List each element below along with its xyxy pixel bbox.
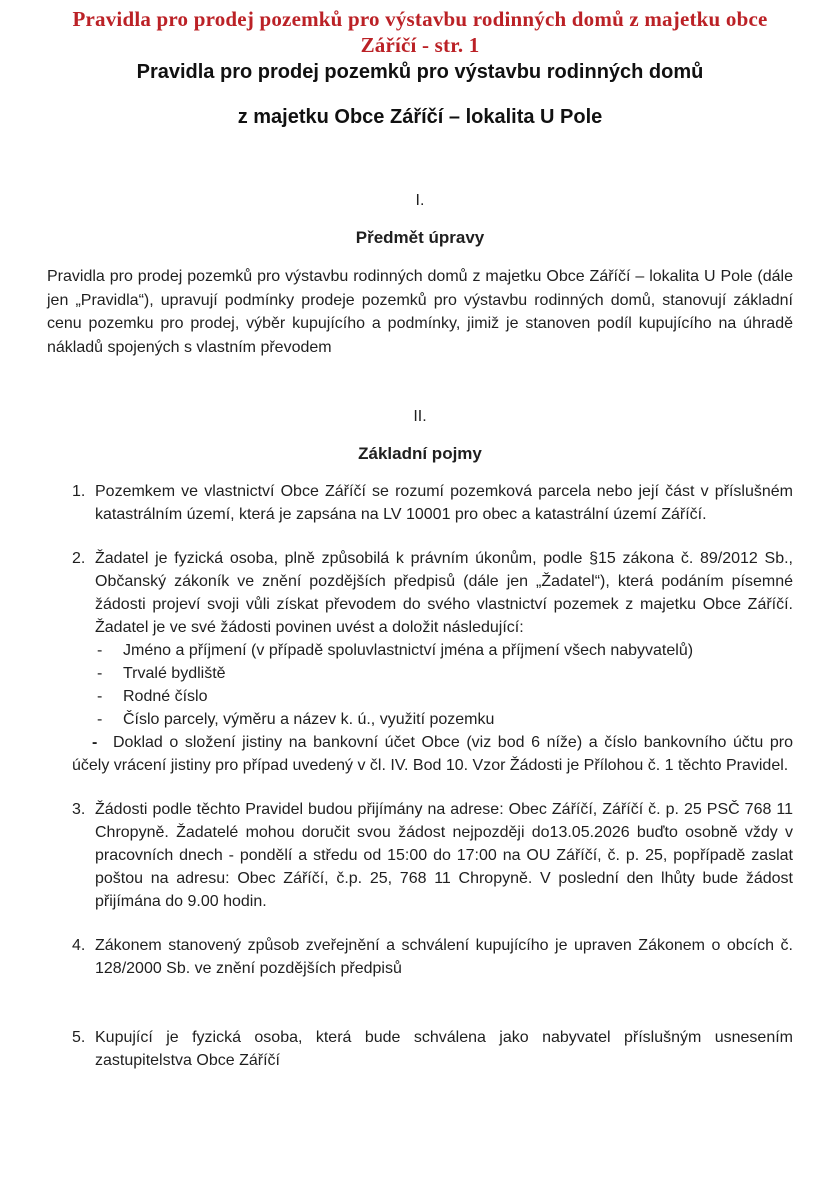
list-item-3 [72, 798, 793, 913]
list-item-2-number: 2. [72, 550, 86, 567]
list-item-2 [72, 547, 793, 639]
sub-bullet-1 [97, 639, 793, 662]
bullet-dash: - [92, 734, 98, 751]
section-zakladni-pojmy [47, 407, 793, 1072]
list-item-5-number: 5. [72, 1029, 86, 1046]
sub-bullet-list [47, 639, 793, 777]
document-title: Pravidla pro prodej pozemků pro výstavbu rodinných domů [136, 61, 704, 83]
list-item-4 [72, 934, 793, 980]
list-item-4-text: Zákonem stanovený způsob zveřejnění a schválení kupujícího je upraven Zákonem o obcích č. 128/2000 Sb. ve znění pozdějších předpisů [95, 937, 793, 977]
sub-bullet-4-text: Číslo parcely, výměru a název k. ú., využití pozemku [123, 711, 495, 728]
list-item-1 [72, 480, 793, 526]
sub-bullet-2-text: Trvalé bydliště [123, 665, 226, 682]
section-predmet-upravy [47, 191, 793, 359]
sub-bullet-4 [97, 708, 793, 731]
section-1-paragraph: Pravidla pro prodej pozemků pro výstavbu rodinných domů z majetku Obce Záříčí – lokalita U Pole (dále jen „Pravidla“), upravují podmínky prodeje pozemků pro výstavbu rodinných domů, stanovují základní cenu pozemku pro prodej, výběr kupujícího a podmínky, jimiž je stanoven podíl kupujícího na úhradě nákladů spojených s vlastním převodem [47, 268, 793, 356]
section-2-heading: Základní pojmy [358, 444, 482, 463]
page-header-title: Pravidla pro prodej pozemků pro výstavbu rodinných domů z majetku obce Záříčí - str. 1 [72, 7, 768, 57]
bullet-dash: - [97, 711, 103, 728]
list-item-3-number: 3. [72, 801, 86, 818]
bullet-dash: - [97, 665, 103, 682]
list-item-1-text: Pozemkem ve vlastnictví Obce Záříčí se rozumí pozemková parcela nebo její část v příslušném katastrálním území, která je zapsána na LV 10001 pro obec a katastrální území Záříčí. [95, 483, 793, 523]
list-item-1-number: 1. [72, 483, 86, 500]
sub-bullet-5-text: Doklad o složení jistiny na bankovní účet Obce (viz bod 6 níže) a číslo bankovního účtu pro účely vrácení jistiny pro případ uvedený v čl. IV. Bod 10. Vzor Žádosti je Přílohou č. 1 těchto Pravidel. [72, 734, 793, 774]
sub-bullet-1-text: Jméno a příjmení (v případě spoluvlastnictví jména a příjmení všech nabyvatelů) [123, 642, 694, 659]
list-item-5 [72, 1026, 793, 1072]
sub-bullet-2 [97, 662, 793, 685]
list-item-3-text: Žádosti podle těchto Pravidel budou přijímány na adrese: Obec Záříčí, Záříčí č. p. 25 PSČ 768 11 Chropyně. Žadatelé mohou doručit svou žádost nejpozději do13.05.2026 buďto osobně vždy v pracovních dnech - pondělí a středu od 15:00 do 17:00 na OU Záříčí, č. p. 25, popřípadě zaslat poštou na adresu: Obec Záříčí, č.p. 25, 768 11 Chropyně. V poslední den lhůty bude žádost přijímána do 9.00 hodin. [95, 801, 793, 910]
list-item-4-number: 4. [72, 937, 86, 954]
sub-bullet-3 [97, 685, 793, 708]
section-1-heading: Předmět úpravy [355, 228, 485, 247]
document-subtitle: z majetku Obce Záříčí – lokalita U Pole [237, 106, 603, 128]
list-item-2-text: Žadatel je fyzická osoba, plně způsobilá k právním úkonům, podle §15 zákona č. 89/2012 Sb., Občanský zákoník ve znění pozdějších předpisů (dále jen „Žadatel“), která podáním písemné žádosti projeví svoji vůli získat převodem do svého vlastnictví pozemek z majetku Obce Záříčí. Žadatel je ve své žádosti povinen uvést a doložit následující: [95, 550, 793, 636]
sub-bullet-3-text: Rodné číslo [123, 688, 208, 705]
section-2-numeral: II. [413, 408, 427, 425]
sub-bullet-5 [72, 731, 793, 777]
bullet-dash: - [97, 688, 103, 705]
numbered-list [47, 480, 793, 1072]
bullet-dash: - [97, 642, 103, 659]
list-item-5-text: Kupující je fyzická osoba, která bude schválena jako nabyvatel příslušným usnesením zastupitelstva Obce Záříčí [95, 1029, 793, 1069]
section-1-numeral: I. [415, 192, 425, 209]
